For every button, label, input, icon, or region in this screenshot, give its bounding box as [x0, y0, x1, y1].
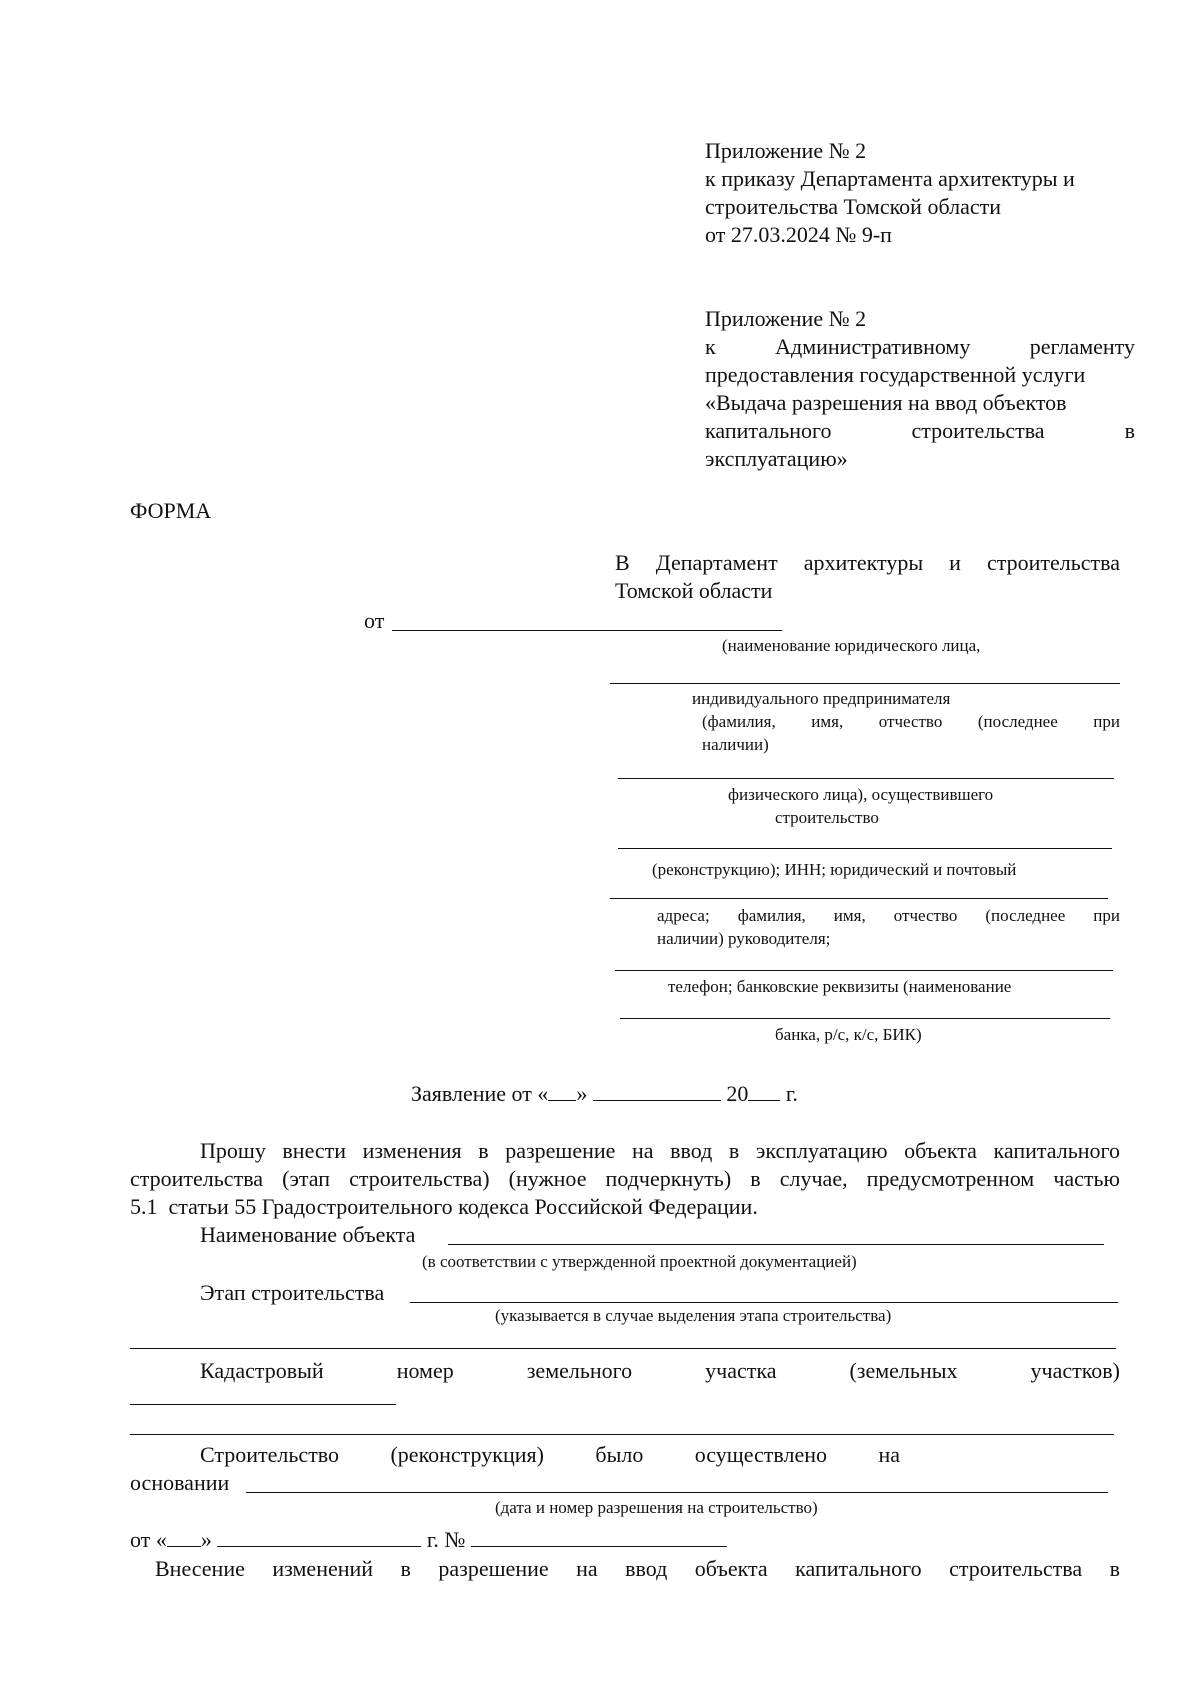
- approval-2-line-4: «Выдача разрешения на ввод объектов: [705, 390, 1067, 415]
- hint-construction: строительство: [775, 808, 879, 827]
- hint-individual: физического лица), осуществившего: [728, 785, 994, 804]
- from-label: от: [364, 608, 385, 633]
- stage-label: Этап строительства: [200, 1280, 385, 1305]
- statement-year-prefix: 20: [726, 1081, 749, 1106]
- form-label: ФОРМА: [130, 498, 212, 523]
- statement-month-field[interactable]: [593, 1080, 721, 1101]
- addressee-line-2: Томской области: [615, 578, 773, 603]
- applicant-field-4[interactable]: [618, 848, 1112, 849]
- hint-inn: (реконструкцию); ИНН; юридический и почтовый: [652, 860, 1017, 879]
- stage-field[interactable]: [410, 1302, 1118, 1303]
- basis-label: основании: [130, 1470, 230, 1495]
- hint-head: наличии) руководителя;: [657, 929, 831, 948]
- statement-prefix: Заявление от «: [411, 1081, 549, 1106]
- approval-2-line-2: к Административному регламенту: [705, 334, 1135, 359]
- statement-year-field[interactable]: [748, 1080, 780, 1101]
- applicant-field-7[interactable]: [620, 1018, 1110, 1019]
- hint-phone: телефон; банковские реквизиты (наименование: [668, 977, 1012, 996]
- body-line-2: строительства (этап строительства) (нужное подчеркнуть) в случае, предусмотренном частью: [130, 1166, 1120, 1191]
- applicant-name-field[interactable]: [392, 630, 782, 631]
- applicant-field-5[interactable]: [610, 898, 1108, 899]
- statement-year-suffix: г.: [785, 1081, 798, 1106]
- permit-month-field[interactable]: [217, 1526, 421, 1547]
- permit-quote-close: »: [200, 1527, 212, 1552]
- cadastral-field[interactable]: [130, 1404, 396, 1405]
- construction-line: Строительство (реконструкция) было осуществлено на: [200, 1442, 900, 1467]
- object-name-hint: (в соответствии с утвержденной проектной документацией): [422, 1252, 857, 1271]
- statement-day-field[interactable]: [548, 1080, 576, 1101]
- permit-number-field[interactable]: [471, 1526, 727, 1547]
- approval-1-line-2: к приказу Департамента архитектуры и: [705, 166, 1075, 191]
- permit-from-open: от «: [130, 1527, 167, 1552]
- basis-hint: (дата и номер разрешения на строительство): [495, 1498, 818, 1517]
- applicant-field-6[interactable]: [615, 970, 1113, 971]
- approval-2-line-5: капитального строительства в: [705, 418, 1135, 443]
- approval-2-line-6: эксплуатацию»: [705, 446, 848, 471]
- hint-fio: (фамилия, имя, отчество (последнее при: [702, 712, 1120, 731]
- approval-1-line-3: строительства Томской области: [705, 194, 1001, 219]
- applicant-field-3[interactable]: [618, 778, 1114, 779]
- approval-1-line-1: Приложение № 2: [705, 138, 867, 163]
- object-name-label: Наименование объекта: [200, 1222, 416, 1247]
- body-line-1: Прошу внести изменения в разрешение на ввод в эксплуатацию объекта капитального: [200, 1138, 1120, 1163]
- addressee-line-1: В Департамент архитектуры и строительства: [615, 550, 1120, 575]
- stage-hint: (указывается в случае выделения этапа строительства): [495, 1306, 892, 1325]
- approval-1-line-4: от 27.03.2024 № 9-п: [705, 222, 892, 247]
- hint-bank: банка, р/с, к/с, БИК): [775, 1025, 922, 1044]
- body-line-3: 5.1 статьи 55 Градостроительного кодекса Российской Федерации.: [130, 1194, 758, 1219]
- hint-addresses: адреса; фамилия, имя, отчество (последнее при: [657, 906, 1120, 925]
- stage-extra-field[interactable]: [130, 1348, 1116, 1349]
- basis-field[interactable]: [246, 1492, 1108, 1493]
- hint-fio-2: наличии): [702, 735, 769, 754]
- object-name-field[interactable]: [448, 1244, 1104, 1245]
- last-line: Внесение изменений в разрешение на ввод объекта капитального строительства в: [155, 1556, 1120, 1581]
- hint-legal-entity: (наименование юридического лица,: [722, 636, 981, 655]
- permit-day-field[interactable]: [167, 1526, 201, 1547]
- statement-date-line: [411, 1080, 798, 1107]
- permit-date-line: [130, 1526, 727, 1553]
- cadastral-extra-field[interactable]: [130, 1434, 1114, 1435]
- permit-year-no: г. №: [426, 1527, 466, 1552]
- cadastral-line: Кадастровый номер земельного участка (земельных участков): [200, 1358, 1120, 1383]
- approval-2-line-3: предоставления государственной услуги: [705, 362, 1086, 387]
- approval-2-line-1: Приложение № 2: [705, 306, 867, 331]
- hint-entrepreneur: индивидуального предпринимателя: [692, 689, 951, 708]
- statement-quote-close: »: [576, 1081, 588, 1106]
- applicant-field-2[interactable]: [610, 683, 1120, 684]
